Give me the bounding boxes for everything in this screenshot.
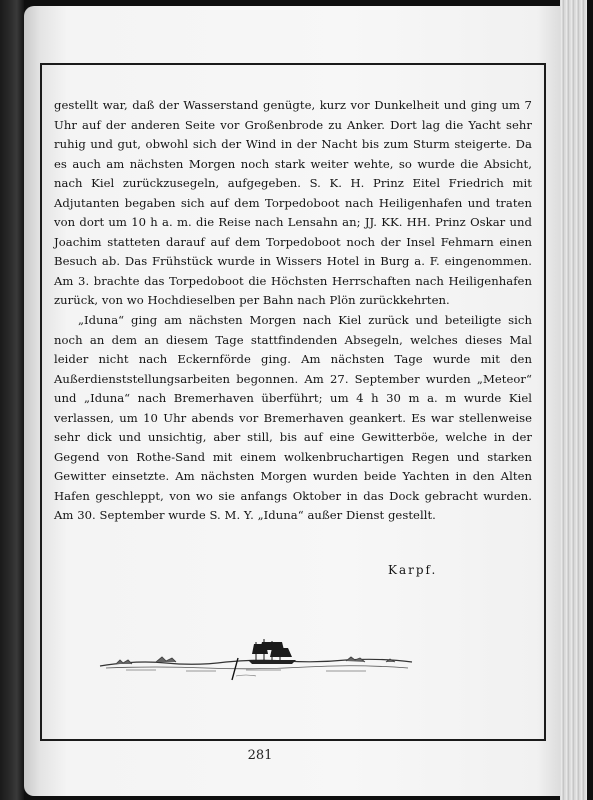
paragraph-2: „Iduna“ ging am nächsten Morgen nach Kiel zurück und beteiligte sich noch an dem an diesem Tage stattfindenden Absegeln, welches dieses Mal leider nicht nach Eckernförde ging. Am nächsten Tage wurde mit den Außerdienststellungsarbeiten begonnen. Am 27. September wurden „Meteor“ und „Iduna“ nach Bremerhaven überführt; um 4 h 30 m a. m wurde Kiel verlassen, um 10 Uhr abends vor Bremerhaven geankert. Es war stellenweise sehr dick und unsichtig, aber still, bis auf eine Gewitterböe, welche in der Gegend von Rothe-Sand mit einem wolkenbruchartigen Regen und starken Gewitter einsetzte. Am nächsten Morgen wurden beide Yachten in den Alten Hafen geschleppt, von wo sie anfangs Oktober in das Dock gebracht wurden. Am 30. September wurde S. M. Y. „Iduna“ außer Dienst gestellt.	[54, 313, 532, 523]
author-signature: Karpf.	[388, 563, 438, 577]
page-number: 281	[247, 748, 273, 763]
page-stack-edges	[560, 0, 593, 800]
paragraph-1: gestellt war, daß der Wasserstand genügte, kurz vor Dunkelheit und ging um 7 Uhr auf der anderen Seite vor Großenbrode zu Anker. Dort lag die Yacht sehr ruhig und gut, obwohl sich der Wind in der Nacht bis zum Sturm steigerte. Da es auch am nächsten Morgen noch stark weiter wehte, so wurde die Absicht, nach Kiel zurückzusegeln, aufgegeben. S. K. H. Prinz Eitel Friedrich mit Adjutanten begaben sich auf dem Torpedoboot nach Heiligenhafen und traten von dort um 10 h a. m. die Reise nach Lensahn an; JJ. KK. HH. Prinz Oskar und Joachim statteten darauf auf dem Torpedoboot noch der Insel Fehmarn einen Besuch ab. Das Frühstück wurde in Wissers Hotel in Burg a. F. eingenommen. Am 3. brachte das Torpedoboot die Höchsten Herrschaften nach Heiligenhafen zurück, von wo Hochdieselben per Bahn nach Plön zurückkehrten.	[54, 98, 532, 308]
body-text	[54, 96, 532, 526]
left-page-edge	[0, 0, 24, 800]
ship-vignette-illustration	[96, 630, 416, 686]
